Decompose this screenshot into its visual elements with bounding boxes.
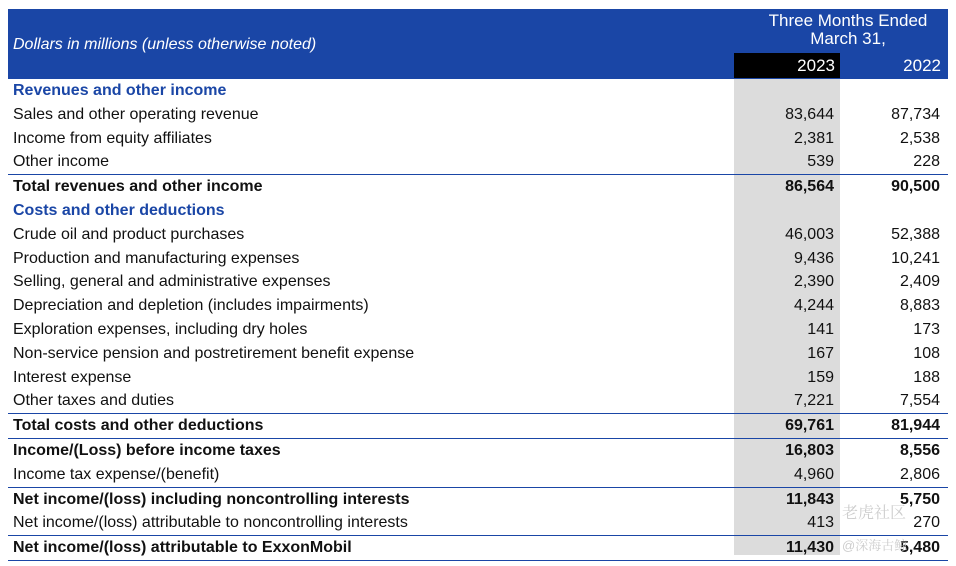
row-label: Crude oil and product purchases <box>13 225 245 243</box>
row-label: Sales and other operating revenue <box>13 105 259 123</box>
table-row <box>8 247 948 271</box>
table-row <box>8 366 948 390</box>
year-2022-header: 2022 <box>903 56 941 75</box>
value-2023: 83,644 <box>785 105 834 123</box>
row-label: Total revenues and other income <box>13 178 263 196</box>
section-heading-row <box>8 79 948 103</box>
row-label: Interest expense <box>13 368 132 386</box>
table-row <box>8 318 948 342</box>
row-label: Other taxes and duties <box>13 392 174 410</box>
period-heading <box>742 12 954 48</box>
value-2022: 2,538 <box>899 129 940 147</box>
value-2023: 4,960 <box>793 465 834 483</box>
table-row <box>8 535 948 561</box>
row-label: Depreciation and depletion (includes impairments) <box>13 297 369 315</box>
value-2022: 2,806 <box>899 465 940 483</box>
table-row <box>8 174 948 199</box>
row-label: Income/(Loss) before income taxes <box>13 441 281 459</box>
value-2022: 81,944 <box>891 417 940 435</box>
period-line-1: Three Months Ended <box>768 11 928 30</box>
income-statement-rows <box>8 79 948 561</box>
row-label: Net income/(loss) including noncontrolling interests <box>13 490 410 508</box>
value-2023: 413 <box>807 514 834 532</box>
table-row <box>8 463 948 487</box>
row-label: Selling, general and administrative expenses <box>13 273 331 291</box>
row-label: Production and manufacturing expenses <box>13 249 300 267</box>
period-line-2: March 31, <box>810 29 886 48</box>
value-2022: 8,883 <box>899 297 940 315</box>
value-2022: 2,409 <box>899 273 940 291</box>
section-heading-row <box>8 199 948 223</box>
table-row <box>8 294 948 318</box>
value-2022: 270 <box>913 514 940 532</box>
value-2022: 173 <box>913 320 940 338</box>
row-label: Income from equity affiliates <box>13 129 212 147</box>
table-row <box>8 413 948 438</box>
table-row <box>8 511 948 535</box>
table-row <box>8 389 948 413</box>
row-label: Revenues and other income <box>13 82 227 99</box>
value-2023: 69,761 <box>785 417 834 435</box>
value-2022: 90,500 <box>891 178 940 196</box>
watermark-line-2: @深海古鲸 <box>842 538 908 553</box>
value-2023: 159 <box>807 368 834 386</box>
row-label: Exploration expenses, including dry holes <box>13 320 308 338</box>
table-row <box>8 127 948 151</box>
value-2023: 11,430 <box>785 539 834 557</box>
value-2023: 167 <box>807 344 834 362</box>
table-row <box>8 103 948 127</box>
row-label: Net income/(loss) attributable to ExxonMobil <box>13 539 352 557</box>
row-label: Income tax expense/(benefit) <box>13 465 220 483</box>
value-2023: 7,221 <box>793 392 834 410</box>
table-row <box>8 342 948 366</box>
table-row <box>8 438 948 463</box>
value-2022: 188 <box>913 368 940 386</box>
watermark-line-1: 老虎社区 <box>842 505 907 522</box>
table-row <box>8 223 948 247</box>
value-2023: 46,003 <box>785 225 834 243</box>
row-label: Costs and other deductions <box>13 201 225 219</box>
table-row <box>8 150 948 174</box>
table-row <box>8 270 948 294</box>
value-2022: 10,241 <box>891 249 940 267</box>
row-label: Net income/(loss) attributable to noncontrolling interests <box>13 514 408 532</box>
value-2022: 7,554 <box>899 392 940 410</box>
value-2023: 2,390 <box>793 273 834 291</box>
row-label: Non-service pension and postretirement benefit expense <box>13 344 415 362</box>
value-2023: 86,564 <box>785 178 834 196</box>
value-2023: 539 <box>807 153 834 171</box>
row-label: Total costs and other deductions <box>13 417 264 435</box>
value-2023: 9,436 <box>793 249 834 267</box>
table-row <box>8 487 948 512</box>
value-2023: 2,381 <box>793 129 834 147</box>
year-2023-header: 2023 <box>734 53 840 78</box>
value-2022: 228 <box>913 153 940 171</box>
value-2023: 4,244 <box>793 297 834 315</box>
value-2022: 87,734 <box>891 105 940 123</box>
value-2023: 141 <box>807 320 834 338</box>
units-note: Dollars in millions (unless otherwise noted) <box>13 36 317 53</box>
value-2022: 108 <box>913 344 940 362</box>
value-2022: 5,480 <box>899 539 940 557</box>
row-label: Other income <box>13 153 110 171</box>
value-2023: 16,803 <box>785 441 834 459</box>
value-2023: 11,843 <box>785 490 834 508</box>
value-2022: 8,556 <box>899 441 940 459</box>
value-2022: 5,750 <box>899 490 940 508</box>
value-2022: 52,388 <box>891 225 940 243</box>
